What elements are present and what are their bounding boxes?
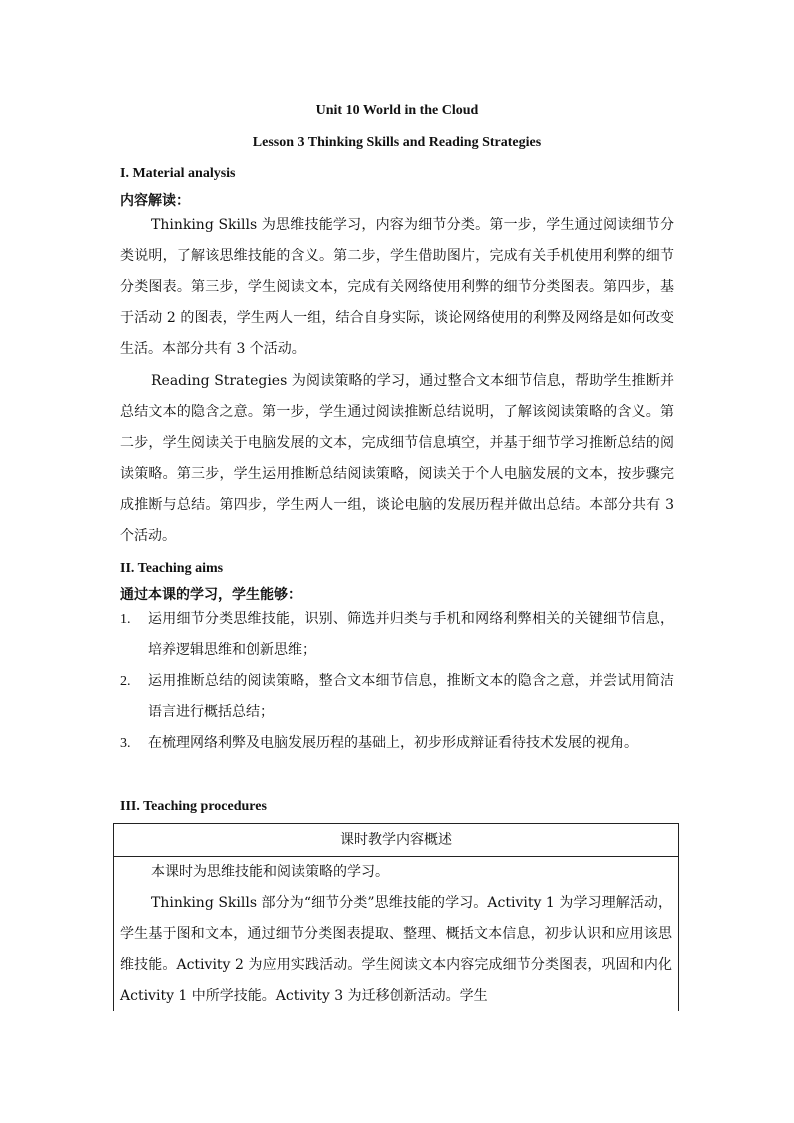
paragraph-thinking-skills: Thinking Skills 为思维技能学习，内容为细节分类。第一步，学生通过阅读细节分类说明，了解该思维技能的含义。第二步，学生借助图片，完成有关手机使用利弊的细节分类图表。第三步，学生阅读文本，完成有关网络使用利弊的细节分类图表。第四步，基于活动 2 的图表，学生两人一组，结合自身实际，谈论网络使用的利弊及网络是如何改变生活。本部分共有 3 个活动。 — [120, 217, 674, 357]
list-item-text: 在梳理网络利弊及电脑发展历程的基础上，初步形成辩证看待技术发展的视角。 — [148, 735, 638, 751]
lesson-title: Lesson 3 Thinking Skills and Reading Strategies — [252, 135, 542, 150]
lesson-overview-table — [113, 823, 679, 1011]
unit-title: Unit 10 World in the Cloud — [315, 103, 479, 118]
list-item-number: 2. — [120, 674, 131, 689]
teaching-aims-list — [120, 604, 674, 759]
list-item — [120, 728, 674, 759]
section-heading-material-analysis: I. Material analysis — [120, 166, 236, 181]
list-item-number: 1. — [120, 612, 131, 627]
subheading-learning-outcomes: 通过本课的学习，学生能够： — [120, 587, 302, 603]
section-heading-teaching-procedures: III. Teaching procedures — [120, 799, 267, 814]
list-item — [120, 604, 674, 666]
subheading-content-interpretation: 内容解读： — [120, 193, 190, 209]
list-item-text: 运用细节分类思维技能，识别、筛选并归类与手机和网络利弊相关的关键细节信息，培养逻辑思维和创新思维； — [148, 611, 674, 658]
list-item-text: 运用推断总结的阅读策略，整合文本细节信息，推断文本的隐含之意，并尝试用简洁语言进行概括总结； — [148, 673, 674, 720]
table-paragraph-intro: 本课时为思维技能和阅读策略的学习。 — [151, 864, 389, 880]
table-paragraph-thinking-skills: Thinking Skills 部分为“细节分类”思维技能的学习。Activity 1 为学习理解活动，学生基于图和文本，通过细节分类图表提取、整理、概括文本信息，初步认识和应用该思维技能。Activity 2 为应用实践活动。学生阅读文本内容完成细节分类图表，巩固和内化 Activity 1 中所学技能。Activity 3 为迁移创新活动。学生 — [120, 895, 672, 1004]
section-heading-teaching-aims: II. Teaching aims — [120, 561, 224, 576]
table-header: 课时教学内容概述 — [114, 824, 678, 857]
list-item — [120, 666, 674, 728]
list-item-number: 3. — [120, 736, 131, 751]
paragraph-reading-strategies: Reading Strategies 为阅读策略的学习，通过整合文本细节信息，帮助学生推断并总结文本的隐含之意。第一步，学生通过阅读推断总结说明，了解该阅读策略的含义。第二步，学生阅读关于电脑发展的文本，完成细节信息填空，并基于细节学习推断总结的阅读策略。第三步，学生运用推断总结阅读策略，阅读关于个人电脑发展的文本，按步骤完成推断与总结。第四步，学生两人一组，谈论电脑的发展历程并做出总结。本部分共有 3 个活动。 — [120, 373, 674, 544]
table-body — [114, 857, 678, 1012]
